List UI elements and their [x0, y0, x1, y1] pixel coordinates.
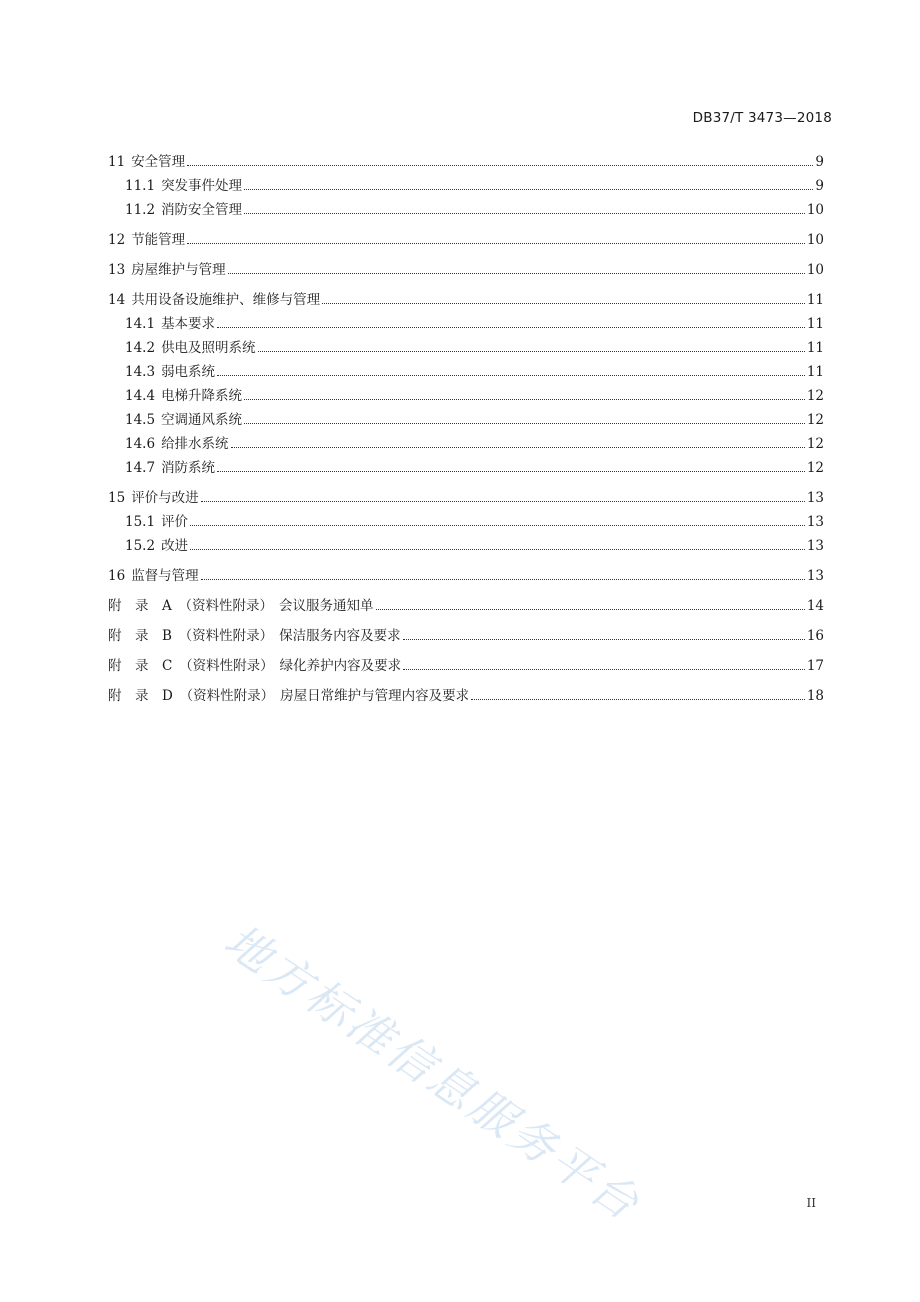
toc-dot-leader	[201, 501, 805, 502]
toc-entry-title: 消防安全管理	[161, 202, 243, 218]
toc-dot-leader	[190, 525, 805, 526]
toc-entry[interactable]	[108, 258, 824, 282]
toc-entry-number: 附 录 B （资料性附录）	[108, 628, 274, 644]
toc-dot-leader	[217, 375, 805, 376]
toc-entry[interactable]	[108, 684, 824, 708]
toc-entry-title: 消防系统	[161, 460, 216, 476]
toc-entry-number: 附 录 C （资料性附录）	[108, 658, 274, 674]
toc-dot-leader	[244, 189, 813, 190]
toc-entry-number: 14.3	[125, 364, 156, 380]
toc-entry-page: 13	[806, 568, 824, 584]
toc-entry-page: 11	[806, 340, 824, 356]
toc-entry[interactable]	[108, 150, 824, 174]
toc-entry-number: 11	[108, 154, 126, 170]
toc-entry-title: 安全管理	[131, 154, 186, 170]
toc-entry-title: 节能管理	[131, 232, 186, 248]
toc-entry-title: 绿化养护内容及要求	[279, 658, 402, 674]
toc-entry-page: 12	[806, 436, 824, 452]
toc-entry-number: 14.7	[125, 460, 156, 476]
toc-entry-number: 14.2	[125, 340, 156, 356]
toc-entry[interactable]	[108, 564, 824, 588]
toc-dot-leader	[187, 243, 805, 244]
toc-entry-title: 空调通风系统	[161, 412, 243, 428]
toc-dot-leader	[403, 669, 805, 670]
toc-entry[interactable]	[108, 432, 824, 456]
toc-entry-number: 14.5	[125, 412, 156, 428]
toc-entry[interactable]	[108, 384, 824, 408]
toc-entry-page: 10	[806, 262, 824, 278]
toc-entry-page: 9	[815, 154, 824, 170]
toc-entry-page: 11	[806, 364, 824, 380]
toc-entry[interactable]	[108, 510, 824, 534]
toc-entry-page: 12	[806, 388, 824, 404]
toc-entry-number: 附 录 D （资料性附录）	[108, 688, 275, 704]
toc-entry-title: 评价与改进	[131, 490, 199, 506]
toc-entry-number: 11.2	[125, 202, 156, 218]
toc-entry-title: 会议服务通知单	[279, 598, 374, 614]
toc-entry[interactable]	[108, 360, 824, 384]
toc-entry-number: 16	[108, 568, 126, 584]
toc-entry-page: 10	[806, 202, 824, 218]
toc-dot-leader	[258, 351, 805, 352]
toc-entry[interactable]	[108, 288, 824, 312]
toc-dot-leader	[244, 399, 805, 400]
toc-entry-number: 附 录 A （资料性附录）	[108, 598, 273, 614]
toc-entry-title: 弱电系统	[161, 364, 216, 380]
page-number: II	[806, 1196, 816, 1210]
toc-entry-title: 改进	[161, 538, 189, 554]
toc-entry-page: 17	[806, 658, 824, 674]
toc-dot-leader	[244, 423, 805, 424]
toc-entry[interactable]	[108, 174, 824, 198]
toc-entry-title: 供电及照明系统	[161, 340, 256, 356]
toc-dot-leader	[403, 639, 805, 640]
toc-entry-page: 11	[806, 316, 824, 332]
toc-dot-leader	[376, 609, 805, 610]
toc-entry-number: 13	[108, 262, 126, 278]
toc-entry-page: 16	[806, 628, 824, 644]
watermark: 地方标准信息服务平台	[214, 913, 651, 1232]
toc-entry[interactable]	[108, 654, 824, 678]
toc-dot-leader	[322, 303, 805, 304]
toc-entry-number: 12	[108, 232, 126, 248]
toc-entry-number: 14.6	[125, 436, 156, 452]
toc-dot-leader	[201, 579, 805, 580]
toc-entry-number: 14.1	[125, 316, 156, 332]
toc-entry-title: 保洁服务内容及要求	[279, 628, 401, 644]
toc-entry-title: 房屋日常维护与管理内容及要求	[280, 688, 470, 704]
document-code: DB37/T 3473—2018	[692, 110, 832, 126]
toc-entry[interactable]	[108, 594, 824, 618]
toc-entry-title: 给排水系统	[161, 436, 229, 452]
toc-entry-number: 15	[108, 490, 126, 506]
toc-entry-page: 18	[806, 688, 824, 704]
toc-entry-page: 10	[806, 232, 824, 248]
toc-entry-page: 12	[806, 412, 824, 428]
toc-entry[interactable]	[108, 228, 824, 252]
toc-entry[interactable]	[108, 456, 824, 480]
toc-entry[interactable]	[108, 198, 824, 222]
toc-dot-leader	[244, 213, 805, 214]
toc-entry-page: 11	[806, 292, 824, 308]
toc-entry[interactable]	[108, 624, 824, 648]
toc-entry-page: 13	[806, 490, 824, 506]
toc-entry-number: 14.4	[125, 388, 156, 404]
toc-entry-title: 突发事件处理	[161, 178, 243, 194]
toc-entry-number: 15.2	[125, 538, 156, 554]
toc-entry-title: 电梯升降系统	[161, 388, 243, 404]
toc-entry-page: 13	[806, 514, 824, 530]
toc-entry-title: 共用设备设施维护、维修与管理	[131, 292, 321, 308]
toc-dot-leader	[217, 471, 805, 472]
toc-entry[interactable]	[108, 336, 824, 360]
table-of-contents	[108, 150, 824, 708]
toc-dot-leader	[228, 273, 805, 274]
toc-entry-title: 评价	[161, 514, 189, 530]
toc-entry[interactable]	[108, 486, 824, 510]
toc-entry-number: 14	[108, 292, 126, 308]
toc-entry[interactable]	[108, 312, 824, 336]
toc-dot-leader	[471, 699, 805, 700]
toc-dot-leader	[190, 549, 805, 550]
toc-entry-page: 13	[806, 538, 824, 554]
toc-entry[interactable]	[108, 534, 824, 558]
toc-entry-title: 基本要求	[161, 316, 216, 332]
toc-dot-leader	[187, 165, 813, 166]
toc-entry-page: 9	[815, 178, 824, 194]
toc-entry-number: 11.1	[125, 178, 156, 194]
toc-entry-number: 15.1	[125, 514, 156, 530]
toc-entry[interactable]	[108, 408, 824, 432]
toc-entry-title: 房屋维护与管理	[131, 262, 226, 278]
toc-entry-page: 14	[806, 598, 824, 614]
toc-dot-leader	[231, 447, 805, 448]
toc-dot-leader	[217, 327, 805, 328]
toc-entry-page: 12	[806, 460, 824, 476]
toc-entry-title: 监督与管理	[131, 568, 199, 584]
